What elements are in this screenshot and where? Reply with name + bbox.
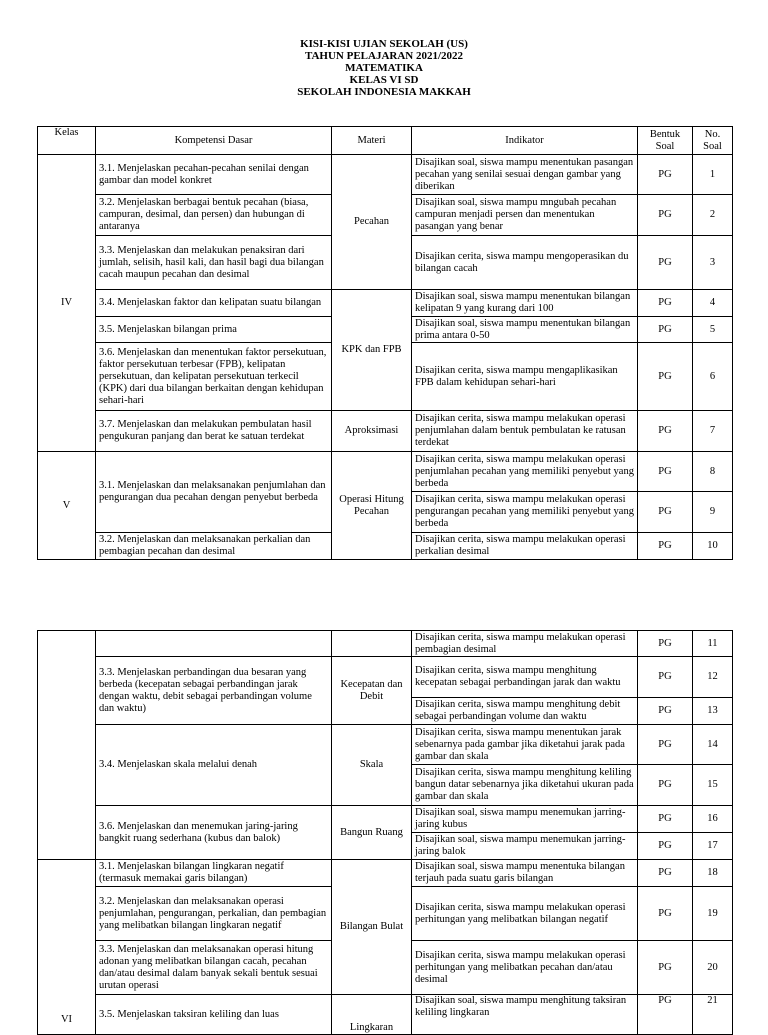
table-row (38, 725, 733, 765)
materi-cell: Operasi Hitung Pecahan (332, 452, 412, 560)
indikator-cell: Disajikan cerita, siswa mampu mengaplikasikan FPB dalam kehidupan sehari-hari (412, 343, 638, 411)
bentuk-cell: PG (638, 995, 693, 1035)
no-cell: 7 (693, 411, 733, 452)
table-row (38, 411, 733, 452)
indikator-cell: Disajikan cerita, siswa mampu melakukan operasi perhitungan yang melibatkan pecahan dan/atau desimal (412, 941, 638, 995)
materi-cell: Lingkaran (332, 995, 412, 1035)
bentuk-cell: PG (638, 887, 693, 941)
no-cell: 19 (693, 887, 733, 941)
no-cell: 21 (693, 995, 733, 1035)
table-row (38, 290, 733, 317)
indikator-cell: Disajikan cerita, siswa mampu melakukan operasi perkalian desimal (412, 533, 638, 560)
bentuk-cell: PG (638, 155, 693, 195)
kd-cell: 3.3. Menjelaskan dan melakukan penaksiran dari jumlah, selisih, hasil kali, dan hasil bagi dua bilangan cacah maupun pecahan dan desimal (96, 236, 332, 290)
no-cell: 12 (693, 657, 733, 698)
table-row (38, 806, 733, 833)
materi-cell: Pecahan (332, 155, 412, 290)
indikator-cell: Disajikan cerita, siswa mampu mengoperasikan du bilangan cacah (412, 236, 638, 290)
table-row (38, 631, 733, 657)
kelas-cell: V (38, 452, 96, 560)
kd-cell: 3.4. Menjelaskan faktor dan kelipatan suatu bilangan (96, 290, 332, 317)
bentuk-cell: PG (638, 941, 693, 995)
table-row (38, 995, 733, 1035)
table-row (38, 155, 733, 195)
header-class: KELAS VI SD (349, 74, 419, 86)
no-cell: 5 (693, 317, 733, 343)
header-year: TAHUN PELAJARAN 2021/2022 (304, 50, 464, 62)
bentuk-cell: PG (638, 236, 693, 290)
kisi-kisi-table-1 (37, 126, 733, 560)
no-cell: 9 (693, 492, 733, 533)
no-cell: 18 (693, 860, 733, 887)
no-cell: 20 (693, 941, 733, 995)
no-cell: 2 (693, 195, 733, 236)
bentuk-cell: PG (638, 317, 693, 343)
bentuk-cell: PG (638, 833, 693, 860)
kd-cell: 3.1. Menjelaskan dan melaksanakan penjumlahan dan pengurangan dua pecahan dengan penyebut berbeda (96, 452, 332, 533)
kelas-cell: IV (38, 155, 96, 452)
header-title: KISI-KISI UJIAN SEKOLAH (US) (300, 38, 468, 50)
col-header-materi: Materi (332, 127, 412, 155)
kd-cell: 3.1. Menjelaskan pecahan-pecahan senilai dengan gambar dan model konkret (96, 155, 332, 195)
no-cell: 6 (693, 343, 733, 411)
no-cell: 3 (693, 236, 733, 290)
materi-cell: Kecepatan dan Debit (332, 657, 412, 725)
no-cell: 10 (693, 533, 733, 560)
no-cell: 17 (693, 833, 733, 860)
bentuk-cell: PG (638, 343, 693, 411)
indikator-cell: Disajikan cerita, siswa mampu melakukan operasi penjumlahan dalam bentuk pembulatan ke ratusan terdekat (412, 411, 638, 452)
table-row (38, 860, 733, 887)
materi-cell: Bangun Ruang (332, 806, 412, 860)
kd-cell: 3.2. Menjelaskan dan melaksanakan perkalian dan pembagian pecahan dan desimal (96, 533, 332, 560)
bentuk-cell: PG (638, 492, 693, 533)
kelas-cell-empty (38, 631, 96, 860)
bentuk-cell: PG (638, 860, 693, 887)
col-header-no-soal: No. Soal (693, 127, 733, 155)
bentuk-cell: PG (638, 533, 693, 560)
kd-cell-empty (96, 631, 332, 657)
indikator-cell: Disajikan soal, siswa mampu menentukan bilangan prima antara 0-50 (412, 317, 638, 343)
no-cell: 11 (693, 631, 733, 657)
no-cell: 1 (693, 155, 733, 195)
bentuk-cell: PG (638, 698, 693, 725)
col-header-kelas: Kelas (38, 127, 96, 155)
col-header-indikator: Indikator (412, 127, 638, 155)
kd-cell: 3.1. Menjelaskan bilangan lingkaran negatif (termasuk memakai garis bilangan) (96, 860, 332, 887)
col-header-kompetensi-dasar: Kompetensi Dasar (96, 127, 332, 155)
materi-cell: Skala (332, 725, 412, 806)
bentuk-cell: PG (638, 725, 693, 765)
kd-cell: 3.2. Menjelaskan dan melaksanakan operasi penjumlahan, pengurangan, perkalian, dan pembagian yang melibatkan bilangan lingkaran negatif (96, 887, 332, 941)
indikator-cell: Disajikan cerita, siswa mampu melakukan operasi pembagian desimal (412, 631, 638, 657)
indikator-cell: Disajikan cerita, siswa mampu melakukan operasi perhitungan yang melibatkan bilangan negatif (412, 887, 638, 941)
indikator-cell: Disajikan cerita, siswa mampu menghitung kecepatan sebagai perbandingan jarak dan waktu (412, 657, 638, 698)
indikator-cell: Disajikan soal, siswa mampu menemukan jarring-jaring kubus (412, 806, 638, 833)
kd-cell: 3.3. Menjelaskan perbandingan dua besaran yang berbeda (kecepatan sebagai perbandingan jarak dengan waktu, debit sebagai perbandingan volume dan waktu) (96, 657, 332, 725)
kd-cell: 3.5. Menjelaskan taksiran keliling dan luas (96, 995, 332, 1035)
no-cell: 13 (693, 698, 733, 725)
bentuk-cell: PG (638, 290, 693, 317)
kd-cell: 3.5. Menjelaskan bilangan prima (96, 317, 332, 343)
bentuk-cell: PG (638, 411, 693, 452)
no-cell: 8 (693, 452, 733, 492)
indikator-cell: Disajikan soal, siswa mampu menentukan bilangan kelipatan 9 yang kurang dari 100 (412, 290, 638, 317)
indikator-cell: Disajikan cerita, siswa mampu menghitung debit sebagai perbandingan volume dan waktu (412, 698, 638, 725)
materi-cell: Bilangan Bulat (332, 860, 412, 995)
kd-cell: 3.4. Menjelaskan skala melalui denah (96, 725, 332, 806)
indikator-cell: Disajikan soal, siswa mampu menghitung taksiran keliling lingkaran (412, 995, 638, 1035)
bentuk-cell: PG (638, 657, 693, 698)
indikator-cell: Disajikan cerita, siswa mampu menentukan jarak sebenarnya pada gambar jika diketahui jarak pada gambar dan skala (412, 725, 638, 765)
indikator-cell: Disajikan soal, siswa mampu menentuka bilangan terjauh pada suatu garis bilangan (412, 860, 638, 887)
indikator-cell: Disajikan cerita, siswa mampu melakukan operasi pengurangan pecahan yang memiliki penyebut yang berbeda (412, 492, 638, 533)
bentuk-cell: PG (638, 195, 693, 236)
table-row (38, 657, 733, 698)
materi-cell: KPK dan FPB (332, 290, 412, 411)
col-header-bentuk-soal: Bentuk Soal (638, 127, 693, 155)
no-cell: 4 (693, 290, 733, 317)
indikator-cell: Disajikan soal, siswa mampu mngubah pecahan campuran menjadi persen dan menentukan pasangan yang benar (412, 195, 638, 236)
indikator-cell: Disajikan cerita, siswa mampu melakukan operasi penjumlahan pecahan yang memiliki penyebut yang berbeda (412, 452, 638, 492)
kelas-cell: VI (38, 860, 96, 1035)
no-cell: 15 (693, 765, 733, 806)
kd-cell: 3.2. Menjelaskan berbagai bentuk pecahan (biasa, campuran, desimal, dan persen) dan hubungan di antaranya (96, 195, 332, 236)
header-school: SEKOLAH INDONESIA MAKKAH (297, 86, 471, 98)
bentuk-cell: PG (638, 452, 693, 492)
materi-cell: Aproksimasi (332, 411, 412, 452)
header-subject: MATEMATIKA (345, 62, 423, 74)
bentuk-cell: PG (638, 806, 693, 833)
materi-cell-empty (332, 631, 412, 657)
kd-cell: 3.3. Menjelaskan dan melaksanakan operasi hitung adonan yang melibatkan bilangan cacah, pecahan dan/atau desimal dalam banyak sekali bentuk sesuai urutan operasi (96, 941, 332, 995)
table-header-row (38, 127, 733, 155)
document-header (0, 38, 768, 98)
no-cell: 14 (693, 725, 733, 765)
kd-cell: 3.6. Menjelaskan dan menentukan faktor persekutuan, faktor persekutuan terbesar (FPB), kelipatan persekutuan, dan kelipatan persekutuan terkecil (KPK) dari dua bilangan berkaitan dengan kehidupan sehari-hari (96, 343, 332, 411)
indikator-cell: Disajikan soal, siswa mampu menemukan jarring-jaring balok (412, 833, 638, 860)
kisi-kisi-table-2 (37, 630, 733, 1035)
indikator-cell: Disajikan cerita, siswa mampu menghitung keliling bangun datar sebenarnya jika diketahui ukuran pada gambar dan skala (412, 765, 638, 806)
kd-cell: 3.7. Menjelaskan dan melakukan pembulatan hasil pengukuran panjang dan berat ke satuan terdekat (96, 411, 332, 452)
bentuk-cell: PG (638, 631, 693, 657)
bentuk-cell: PG (638, 765, 693, 806)
table-row (38, 452, 733, 492)
indikator-cell: Disajikan soal, siswa mampu menentukan pasangan pecahan yang senilai sesuai dengan gambar yang diberikan (412, 155, 638, 195)
no-cell: 16 (693, 806, 733, 833)
kd-cell: 3.6. Menjelaskan dan menemukan jaring-jaring bangkit ruang sederhana (kubus dan balok) (96, 806, 332, 860)
